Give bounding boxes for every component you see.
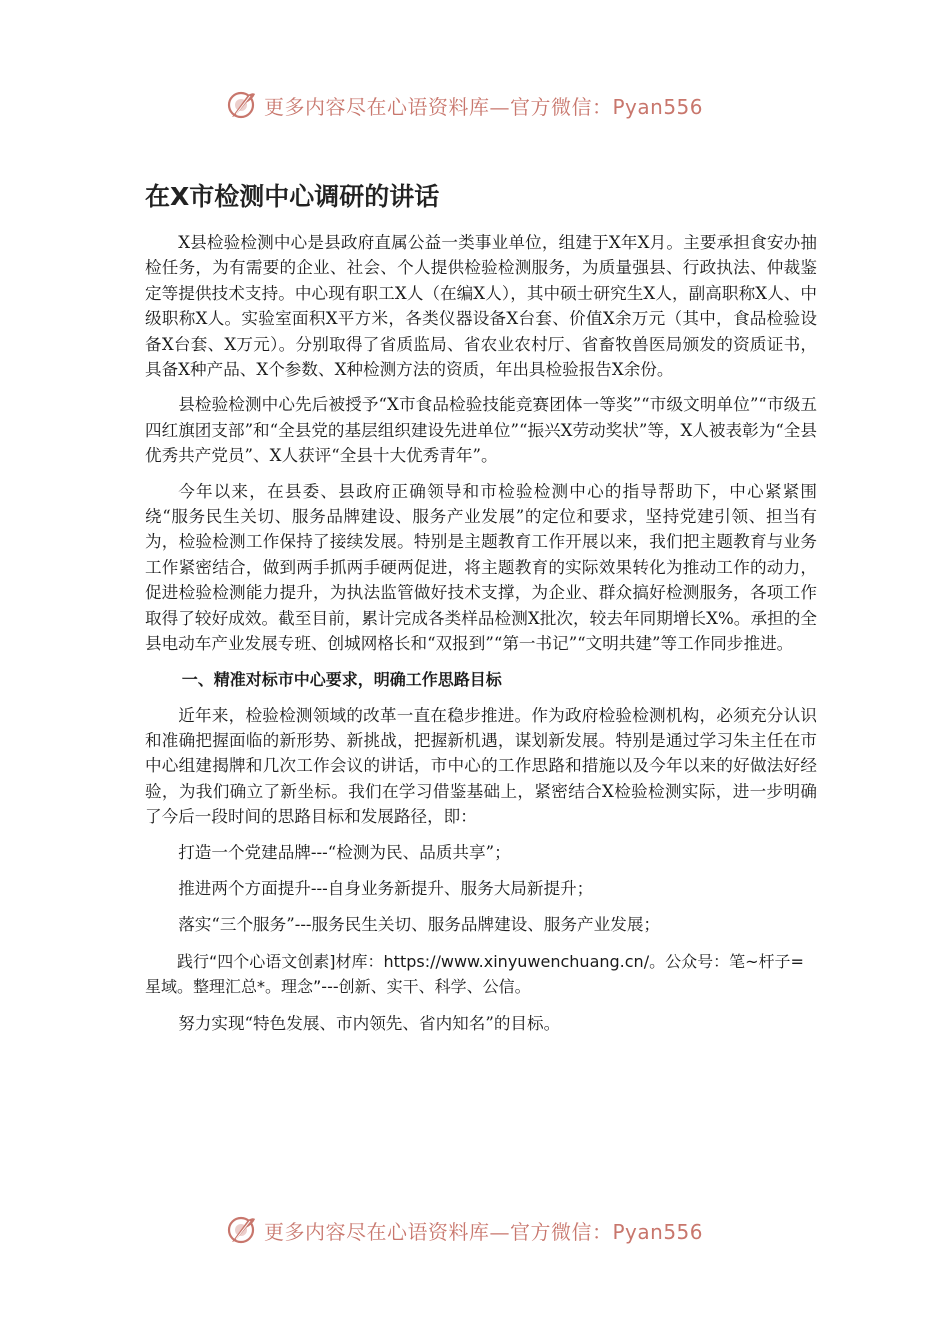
paragraph-intro: X县检验检测中心是县政府直属公益一类事业单位，组建于X年X月。主要承担食安办抽检任务，为有需要的企业、社会、个人提供检验检测服务，为质量强县、行政执法、仲裁鉴定等提供技术支持。中心现有职工X人（在编X人），其中硕士研究生X人，副高职称X人、中级职称X人。实验室面积X平方米，各类仪器设备X台套、价值X余万元（其中，食品检验设备X台套、X万元）。分别取得了省质监局、省农业农村厅、省畜牧兽医局颁发的资质证书，具备X种产品、X个参数、X种检测方法的资质，年出具检验报告X余份。 (145, 233, 817, 380)
section-1-intro: 近年来，检验检测领域的改革一直在稳步推进。作为政府检验检测机构，必须充分认识和准确把握面临的新形势、新挑战，把握新机遇，谋划新发展。特别是通过学习朱主任在市中心组建揭牌和几次工作会议的讲话，市中心的工作思路和措施以及今年以来的好做法好经验，为我们确立了新坐标。我们在学习借鉴基础上，紧密结合X检验检测实际，进一步明确了今后一段时间的思路目标和发展路径，即： (145, 705, 817, 827)
list-item: 努力实现“特色发展、市内领先、省内知名”的目标。 (178, 1013, 561, 1033)
quill-pen-logo-icon (226, 1214, 258, 1246)
banner-text: 更多内容尽在心语资料库—官方微信：Pyan556 (264, 94, 704, 119)
list-item: 践行“四个心语文创素]材库：https://www.xinyuwenchuang.cn/。公众号：笔~杆子=星域。整理汇总*。理念”---创新、实干、科学、公信。 (145, 951, 804, 997)
header-banner (226, 85, 746, 125)
document-body (145, 230, 817, 1047)
section-heading-1: 一、精准对标市中心要求，明确工作思路目标 (181, 669, 502, 689)
document-title: 在X市检测中心调研的讲话 (145, 182, 440, 211)
quill-pen-logo-icon (226, 89, 258, 121)
paragraph-progress: 今年以来，在县委、县政府正确领导和市检验检测中心的指导帮助下，中心紧紧围绕“服务民生关切、服务品牌建设、服务产业发展”的定位和要求，坚持党建引领、担当有为，检验检测工作保持了接续发展。特别是主题教育工作开展以来，我们把主题教育与业务工作紧密结合，做到两手抓两手硬两促进，将主题教育的实际效果转化为推动工作的动力，促进检验检测能力提升，为执法监管做好技术支撑，为企业、群众搞好检测服务，各项工作取得了较好成效。截至目前，累计完成各类样品检测X批次，较去年同期增长X%。承担的全县电动车产业发展专班、创城网格长和“双报到”“第一书记”“文明共建”等工作同步推进。 (145, 481, 817, 654)
list-item: 推进两个方面提升---自身业务新提升、服务大局新提升； (178, 878, 594, 898)
list-item: 落实“三个服务”---服务民生关切、服务品牌建设、服务产业发展； (178, 915, 661, 935)
banner-text: 更多内容尽在心语资料库—官方微信：Pyan556 (264, 1219, 704, 1244)
footer-banner (226, 1210, 746, 1250)
paragraph-honors: 县检验检测中心先后被授予“X市食品检验技能竞赛团体一等奖”“市级文明单位”“市级五四红旗团支部”和“全县党的基层组织建设先进单位”“振兴X劳动奖状”等，X人被表彰为“全县优秀共产党员”、X人获评“全县十大优秀青年”。 (145, 395, 817, 466)
list-item: 打造一个党建品牌---“检测为民、品质共享”； (178, 842, 511, 862)
